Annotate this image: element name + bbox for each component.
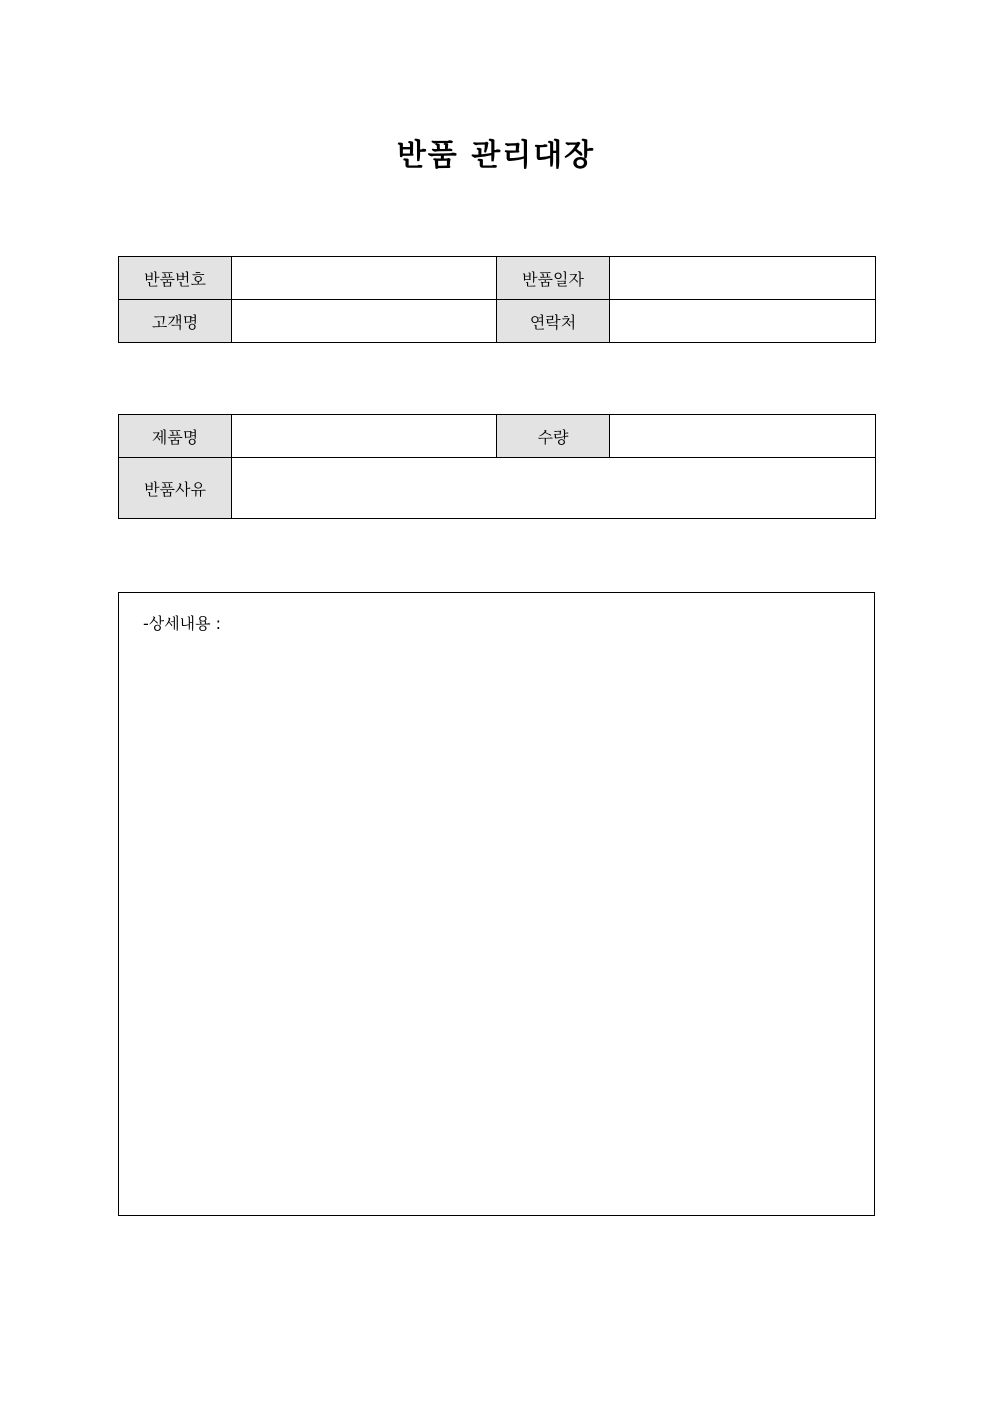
contact-field[interactable] (610, 300, 876, 343)
document-title: 반품 관리대장 (396, 138, 596, 173)
quantity-label: 수량 (497, 415, 610, 458)
details-box[interactable] (118, 592, 875, 1216)
return-reason-field[interactable] (232, 458, 876, 519)
product-name-label: 제품명 (119, 415, 232, 458)
contact-label: 연락처 (497, 300, 610, 343)
table-row (119, 257, 876, 300)
return-number-label: 반품번호 (119, 257, 232, 300)
customer-name-field[interactable] (232, 300, 497, 343)
product-info-table (118, 414, 876, 519)
customer-name-label: 고객명 (119, 300, 232, 343)
return-date-label: 반품일자 (497, 257, 610, 300)
customer-info-table (118, 256, 876, 343)
details-label: -상세내용 : (143, 614, 222, 633)
product-name-field[interactable] (232, 415, 497, 458)
table-row (119, 300, 876, 343)
return-number-field[interactable] (232, 257, 497, 300)
table-row (119, 415, 876, 458)
return-reason-label: 반품사유 (119, 458, 232, 519)
return-date-field[interactable] (610, 257, 876, 300)
table-row (119, 458, 876, 519)
quantity-field[interactable] (610, 415, 876, 458)
